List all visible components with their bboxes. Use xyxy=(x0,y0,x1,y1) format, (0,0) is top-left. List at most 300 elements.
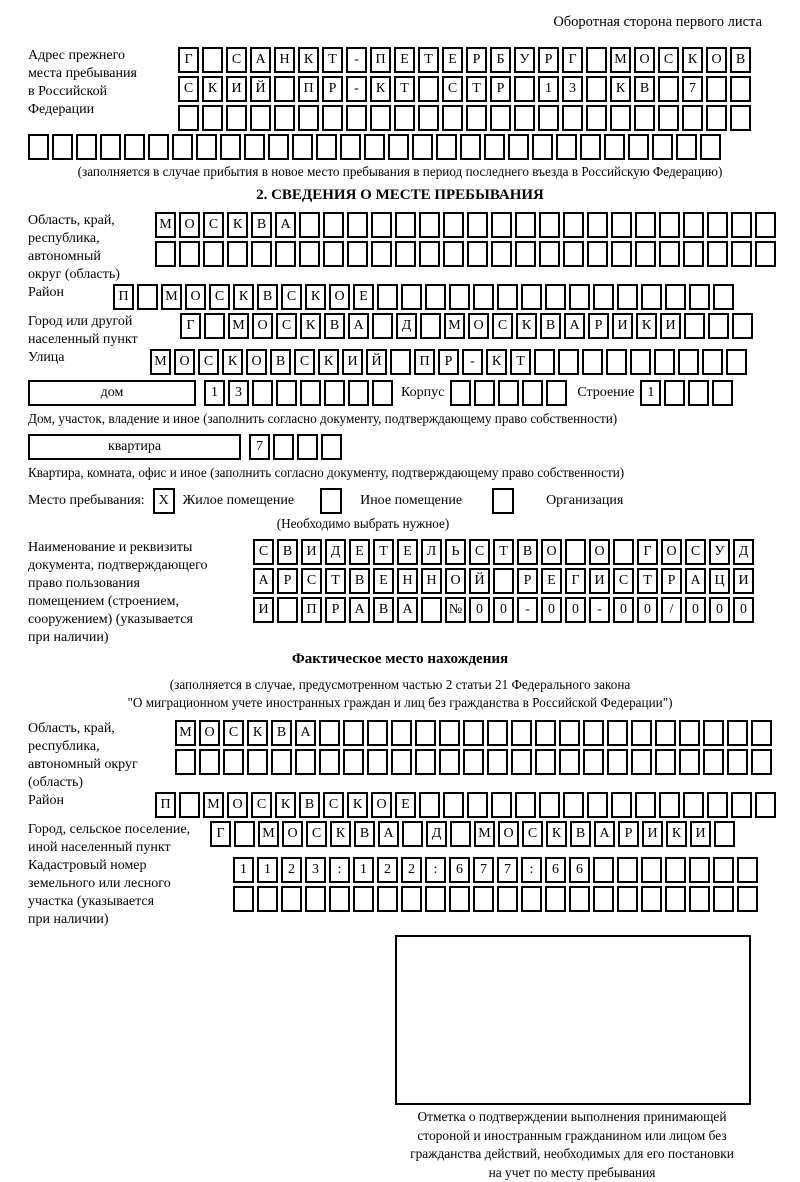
char-box[interactable] xyxy=(493,568,514,594)
char-box[interactable]: С xyxy=(301,568,322,594)
char-box[interactable] xyxy=(227,241,248,267)
char-box[interactable] xyxy=(586,105,607,131)
char-box[interactable] xyxy=(377,886,398,912)
char-box[interactable] xyxy=(490,105,511,131)
char-box[interactable]: Р xyxy=(322,76,343,102)
char-box[interactable] xyxy=(223,749,244,775)
char-box[interactable] xyxy=(587,792,608,818)
char-box[interactable]: Т xyxy=(510,349,531,375)
checkbox-zhiloe[interactable]: X xyxy=(153,488,175,514)
char-box[interactable]: 1 xyxy=(204,380,225,406)
char-box[interactable]: С xyxy=(306,821,327,847)
char-box[interactable]: К xyxy=(636,313,657,339)
char-box[interactable]: В xyxy=(349,568,370,594)
char-box[interactable] xyxy=(707,241,728,267)
char-box[interactable] xyxy=(703,720,724,746)
char-box[interactable]: С xyxy=(223,720,244,746)
char-box[interactable] xyxy=(583,749,604,775)
char-box[interactable] xyxy=(712,380,733,406)
char-box[interactable]: С xyxy=(203,212,224,238)
char-box[interactable] xyxy=(343,720,364,746)
char-box[interactable] xyxy=(727,720,748,746)
char-box[interactable] xyxy=(679,720,700,746)
char-box[interactable]: 1 xyxy=(233,857,254,883)
char-box[interactable]: К xyxy=(233,284,254,310)
char-box[interactable] xyxy=(281,886,302,912)
char-box[interactable] xyxy=(535,749,556,775)
char-box[interactable]: М xyxy=(610,47,631,73)
char-box[interactable]: : xyxy=(329,857,350,883)
char-box[interactable]: К xyxy=(486,349,507,375)
char-box[interactable] xyxy=(421,597,442,623)
char-box[interactable]: 2 xyxy=(377,857,398,883)
char-box[interactable] xyxy=(487,720,508,746)
char-box[interactable]: 7 xyxy=(249,434,270,460)
char-box[interactable] xyxy=(655,749,676,775)
char-box[interactable]: М xyxy=(444,313,465,339)
char-box[interactable] xyxy=(172,134,193,160)
char-box[interactable]: Д xyxy=(325,539,346,565)
char-box[interactable] xyxy=(593,284,614,310)
char-box[interactable]: И xyxy=(253,597,274,623)
char-box[interactable]: И xyxy=(301,539,322,565)
char-box[interactable]: К xyxy=(298,47,319,73)
char-box[interactable]: А xyxy=(250,47,271,73)
char-box[interactable] xyxy=(347,212,368,238)
char-box[interactable]: 0 xyxy=(709,597,730,623)
char-box[interactable] xyxy=(607,749,628,775)
char-box[interactable]: Й xyxy=(469,568,490,594)
char-box[interactable] xyxy=(377,284,398,310)
char-box[interactable] xyxy=(390,349,411,375)
char-box[interactable] xyxy=(391,720,412,746)
char-box[interactable] xyxy=(298,105,319,131)
char-box[interactable] xyxy=(635,212,656,238)
char-box[interactable] xyxy=(658,76,679,102)
char-box[interactable]: Р xyxy=(466,47,487,73)
char-box[interactable]: 0 xyxy=(565,597,586,623)
char-box[interactable] xyxy=(473,284,494,310)
char-box[interactable]: 1 xyxy=(353,857,374,883)
char-box[interactable] xyxy=(563,241,584,267)
char-box[interactable] xyxy=(347,241,368,267)
char-box[interactable] xyxy=(617,886,638,912)
char-box[interactable] xyxy=(300,380,321,406)
char-box[interactable] xyxy=(706,105,727,131)
char-box[interactable]: С xyxy=(442,76,463,102)
char-box[interactable] xyxy=(401,886,422,912)
char-box[interactable] xyxy=(463,720,484,746)
char-box[interactable]: В xyxy=(251,212,272,238)
char-box[interactable] xyxy=(179,792,200,818)
char-box[interactable] xyxy=(731,241,752,267)
char-box[interactable]: - xyxy=(346,76,367,102)
char-box[interactable] xyxy=(511,749,532,775)
char-box[interactable] xyxy=(443,241,464,267)
char-box[interactable] xyxy=(683,241,704,267)
char-box[interactable]: И xyxy=(733,568,754,594)
char-box[interactable] xyxy=(364,134,385,160)
char-box[interactable] xyxy=(641,857,662,883)
char-box[interactable] xyxy=(706,76,727,102)
char-box[interactable]: Й xyxy=(250,76,271,102)
char-box[interactable]: С xyxy=(613,568,634,594)
char-box[interactable] xyxy=(635,792,656,818)
char-box[interactable]: Р xyxy=(661,568,682,594)
char-box[interactable] xyxy=(155,241,176,267)
char-box[interactable] xyxy=(419,792,440,818)
char-box[interactable] xyxy=(202,47,223,73)
char-box[interactable]: Р xyxy=(438,349,459,375)
char-box[interactable] xyxy=(178,105,199,131)
char-box[interactable]: - xyxy=(517,597,538,623)
char-box[interactable] xyxy=(689,857,710,883)
char-box[interactable]: К xyxy=(370,76,391,102)
char-box[interactable]: 2 xyxy=(281,857,302,883)
char-box[interactable]: 0 xyxy=(685,597,706,623)
char-box[interactable] xyxy=(343,749,364,775)
char-box[interactable] xyxy=(514,76,535,102)
char-box[interactable]: Р xyxy=(490,76,511,102)
char-box[interactable] xyxy=(702,349,723,375)
char-box[interactable] xyxy=(137,284,158,310)
char-box[interactable] xyxy=(593,857,614,883)
char-box[interactable] xyxy=(274,105,295,131)
char-box[interactable] xyxy=(586,76,607,102)
char-box[interactable] xyxy=(275,241,296,267)
char-box[interactable]: Г xyxy=(178,47,199,73)
char-box[interactable] xyxy=(372,313,393,339)
char-box[interactable]: О xyxy=(498,821,519,847)
char-box[interactable]: О xyxy=(541,539,562,565)
char-box[interactable]: Д xyxy=(426,821,447,847)
char-box[interactable]: 1 xyxy=(640,380,661,406)
char-box[interactable] xyxy=(273,434,294,460)
char-box[interactable] xyxy=(412,134,433,160)
char-box[interactable]: П xyxy=(414,349,435,375)
char-box[interactable] xyxy=(538,105,559,131)
char-box[interactable]: 0 xyxy=(613,597,634,623)
char-box[interactable]: А xyxy=(397,597,418,623)
char-box[interactable] xyxy=(348,380,369,406)
char-box[interactable]: В xyxy=(517,539,538,565)
char-box[interactable] xyxy=(569,886,590,912)
char-box[interactable]: Т xyxy=(394,76,415,102)
char-box[interactable]: В xyxy=(373,597,394,623)
char-box[interactable] xyxy=(545,284,566,310)
char-box[interactable] xyxy=(659,212,680,238)
char-box[interactable]: Г xyxy=(637,539,658,565)
char-box[interactable]: Г xyxy=(562,47,583,73)
char-box[interactable]: М xyxy=(228,313,249,339)
char-box[interactable] xyxy=(559,720,580,746)
char-box[interactable] xyxy=(731,212,752,238)
char-box[interactable]: В xyxy=(270,349,291,375)
char-box[interactable]: С xyxy=(323,792,344,818)
char-box[interactable] xyxy=(532,134,553,160)
char-box[interactable] xyxy=(274,76,295,102)
char-box[interactable] xyxy=(257,886,278,912)
char-box[interactable] xyxy=(491,212,512,238)
char-box[interactable] xyxy=(316,134,337,160)
char-box[interactable] xyxy=(700,134,721,160)
char-box[interactable] xyxy=(569,284,590,310)
char-box[interactable] xyxy=(388,134,409,160)
char-box[interactable]: Г xyxy=(565,568,586,594)
char-box[interactable] xyxy=(391,749,412,775)
char-box[interactable]: П xyxy=(155,792,176,818)
char-box[interactable] xyxy=(497,284,518,310)
char-box[interactable]: В xyxy=(271,720,292,746)
char-box[interactable]: Е xyxy=(349,539,370,565)
char-box[interactable] xyxy=(539,241,560,267)
char-box[interactable] xyxy=(755,212,776,238)
char-box[interactable]: 0 xyxy=(469,597,490,623)
char-box[interactable] xyxy=(100,134,121,160)
char-box[interactable] xyxy=(737,886,758,912)
char-box[interactable] xyxy=(367,720,388,746)
char-box[interactable] xyxy=(247,749,268,775)
char-box[interactable]: Е xyxy=(395,792,416,818)
char-box[interactable] xyxy=(664,380,685,406)
char-box[interactable]: И xyxy=(226,76,247,102)
char-box[interactable] xyxy=(755,241,776,267)
char-box[interactable] xyxy=(226,105,247,131)
char-box[interactable] xyxy=(558,349,579,375)
char-box[interactable]: О xyxy=(199,720,220,746)
char-box[interactable]: Т xyxy=(418,47,439,73)
char-box[interactable] xyxy=(305,886,326,912)
char-box[interactable] xyxy=(714,821,735,847)
char-box[interactable] xyxy=(546,380,567,406)
char-box[interactable] xyxy=(559,749,580,775)
char-box[interactable]: 1 xyxy=(538,76,559,102)
char-box[interactable]: Е xyxy=(541,568,562,594)
char-box[interactable]: Н xyxy=(274,47,295,73)
char-box[interactable]: Т xyxy=(637,568,658,594)
checkbox-inoe[interactable] xyxy=(320,488,342,514)
char-box[interactable]: К xyxy=(516,313,537,339)
char-box[interactable] xyxy=(420,313,441,339)
char-box[interactable]: П xyxy=(370,47,391,73)
char-box[interactable]: И xyxy=(612,313,633,339)
char-box[interactable] xyxy=(467,241,488,267)
char-box[interactable]: Й xyxy=(366,349,387,375)
char-box[interactable] xyxy=(659,241,680,267)
char-box[interactable] xyxy=(652,134,673,160)
char-box[interactable] xyxy=(628,134,649,160)
char-box[interactable] xyxy=(515,792,536,818)
char-box[interactable]: Т xyxy=(466,76,487,102)
char-box[interactable] xyxy=(202,105,223,131)
char-box[interactable] xyxy=(401,284,422,310)
char-box[interactable]: 6 xyxy=(449,857,470,883)
char-box[interactable] xyxy=(179,241,200,267)
char-box[interactable] xyxy=(233,886,254,912)
char-box[interactable]: Д xyxy=(733,539,754,565)
char-box[interactable] xyxy=(394,105,415,131)
char-box[interactable] xyxy=(539,792,560,818)
char-box[interactable]: О xyxy=(468,313,489,339)
char-box[interactable]: И xyxy=(342,349,363,375)
char-box[interactable]: Н xyxy=(421,568,442,594)
char-box[interactable]: Г xyxy=(210,821,231,847)
char-box[interactable] xyxy=(450,821,471,847)
char-box[interactable] xyxy=(436,134,457,160)
char-box[interactable] xyxy=(508,134,529,160)
char-box[interactable] xyxy=(535,720,556,746)
char-box[interactable]: Р xyxy=(325,597,346,623)
char-box[interactable]: Р xyxy=(517,568,538,594)
char-box[interactable] xyxy=(515,212,536,238)
char-box[interactable]: С xyxy=(492,313,513,339)
char-box[interactable] xyxy=(565,539,586,565)
char-box[interactable]: О xyxy=(174,349,195,375)
char-box[interactable]: К xyxy=(227,212,248,238)
char-box[interactable] xyxy=(439,720,460,746)
char-box[interactable]: К xyxy=(347,792,368,818)
char-box[interactable]: В xyxy=(257,284,278,310)
char-box[interactable]: 3 xyxy=(228,380,249,406)
char-box[interactable]: К xyxy=(300,313,321,339)
char-box[interactable] xyxy=(252,380,273,406)
char-box[interactable]: М xyxy=(175,720,196,746)
char-box[interactable]: В xyxy=(540,313,561,339)
char-box[interactable] xyxy=(755,792,776,818)
char-box[interactable]: С xyxy=(658,47,679,73)
char-box[interactable]: 7 xyxy=(682,76,703,102)
char-box[interactable]: Б xyxy=(490,47,511,73)
char-box[interactable] xyxy=(491,792,512,818)
char-box[interactable]: С xyxy=(178,76,199,102)
char-box[interactable]: Е xyxy=(442,47,463,73)
char-box[interactable] xyxy=(443,792,464,818)
char-box[interactable] xyxy=(277,597,298,623)
char-box[interactable]: И xyxy=(589,568,610,594)
char-box[interactable] xyxy=(583,720,604,746)
char-box[interactable] xyxy=(707,212,728,238)
char-box[interactable] xyxy=(726,349,747,375)
char-box[interactable]: У xyxy=(514,47,535,73)
char-box[interactable]: 3 xyxy=(562,76,583,102)
char-box[interactable]: А xyxy=(253,568,274,594)
char-box[interactable]: Е xyxy=(394,47,415,73)
char-box[interactable]: М xyxy=(161,284,182,310)
char-box[interactable] xyxy=(340,134,361,160)
char-box[interactable]: С xyxy=(469,539,490,565)
char-box[interactable]: М xyxy=(258,821,279,847)
checkbox-organizatsiya[interactable] xyxy=(492,488,514,514)
char-box[interactable] xyxy=(76,134,97,160)
char-box[interactable] xyxy=(604,134,625,160)
char-box[interactable] xyxy=(268,134,289,160)
char-box[interactable]: Т xyxy=(493,539,514,565)
char-box[interactable] xyxy=(299,241,320,267)
char-box[interactable] xyxy=(545,886,566,912)
char-box[interactable] xyxy=(511,720,532,746)
char-box[interactable]: О xyxy=(246,349,267,375)
char-box[interactable] xyxy=(491,241,512,267)
char-box[interactable] xyxy=(730,76,751,102)
char-box[interactable] xyxy=(497,886,518,912)
char-box[interactable] xyxy=(751,749,772,775)
char-box[interactable] xyxy=(175,749,196,775)
char-box[interactable] xyxy=(730,105,751,131)
char-box[interactable] xyxy=(418,105,439,131)
char-box[interactable]: Г xyxy=(180,313,201,339)
char-box[interactable] xyxy=(522,380,543,406)
char-box[interactable] xyxy=(611,241,632,267)
char-box[interactable]: С xyxy=(522,821,543,847)
char-box[interactable] xyxy=(371,241,392,267)
char-box[interactable]: А xyxy=(378,821,399,847)
char-box[interactable]: Е xyxy=(373,568,394,594)
char-box[interactable]: К xyxy=(222,349,243,375)
char-box[interactable] xyxy=(346,105,367,131)
char-box[interactable] xyxy=(587,212,608,238)
char-box[interactable] xyxy=(28,134,49,160)
char-box[interactable]: Ц xyxy=(709,568,730,594)
char-box[interactable] xyxy=(199,749,220,775)
char-box[interactable]: К xyxy=(275,792,296,818)
char-box[interactable]: О xyxy=(227,792,248,818)
char-box[interactable]: Р xyxy=(618,821,639,847)
char-box[interactable]: Е xyxy=(397,539,418,565)
char-box[interactable]: В xyxy=(634,76,655,102)
char-box[interactable]: К xyxy=(546,821,567,847)
char-box[interactable]: Р xyxy=(588,313,609,339)
char-box[interactable]: Т xyxy=(373,539,394,565)
char-box[interactable] xyxy=(271,749,292,775)
char-box[interactable]: М xyxy=(474,821,495,847)
char-box[interactable] xyxy=(329,886,350,912)
char-box[interactable]: И xyxy=(660,313,681,339)
char-box[interactable]: С xyxy=(198,349,219,375)
char-box[interactable]: А xyxy=(295,720,316,746)
char-box[interactable] xyxy=(466,105,487,131)
char-box[interactable]: С xyxy=(209,284,230,310)
char-box[interactable] xyxy=(234,821,255,847)
char-box[interactable] xyxy=(467,792,488,818)
char-box[interactable] xyxy=(689,284,710,310)
char-box[interactable]: Р xyxy=(538,47,559,73)
char-box[interactable] xyxy=(678,349,699,375)
char-box[interactable] xyxy=(463,749,484,775)
char-box[interactable] xyxy=(297,434,318,460)
char-box[interactable]: 6 xyxy=(569,857,590,883)
char-box[interactable] xyxy=(450,380,471,406)
char-box[interactable] xyxy=(606,349,627,375)
char-box[interactable] xyxy=(563,212,584,238)
char-box[interactable]: О xyxy=(706,47,727,73)
char-box[interactable]: С xyxy=(281,284,302,310)
char-box[interactable]: Л xyxy=(421,539,442,565)
char-box[interactable]: М xyxy=(155,212,176,238)
char-box[interactable]: К xyxy=(666,821,687,847)
char-box[interactable] xyxy=(372,380,393,406)
char-box[interactable] xyxy=(276,380,297,406)
char-box[interactable] xyxy=(751,720,772,746)
char-box[interactable] xyxy=(689,886,710,912)
char-box[interactable] xyxy=(713,284,734,310)
char-box[interactable] xyxy=(299,212,320,238)
char-box[interactable] xyxy=(402,821,423,847)
char-box[interactable]: О xyxy=(589,539,610,565)
char-box[interactable] xyxy=(148,134,169,160)
char-box[interactable]: О xyxy=(282,821,303,847)
char-box[interactable] xyxy=(580,134,601,160)
char-box[interactable] xyxy=(658,105,679,131)
